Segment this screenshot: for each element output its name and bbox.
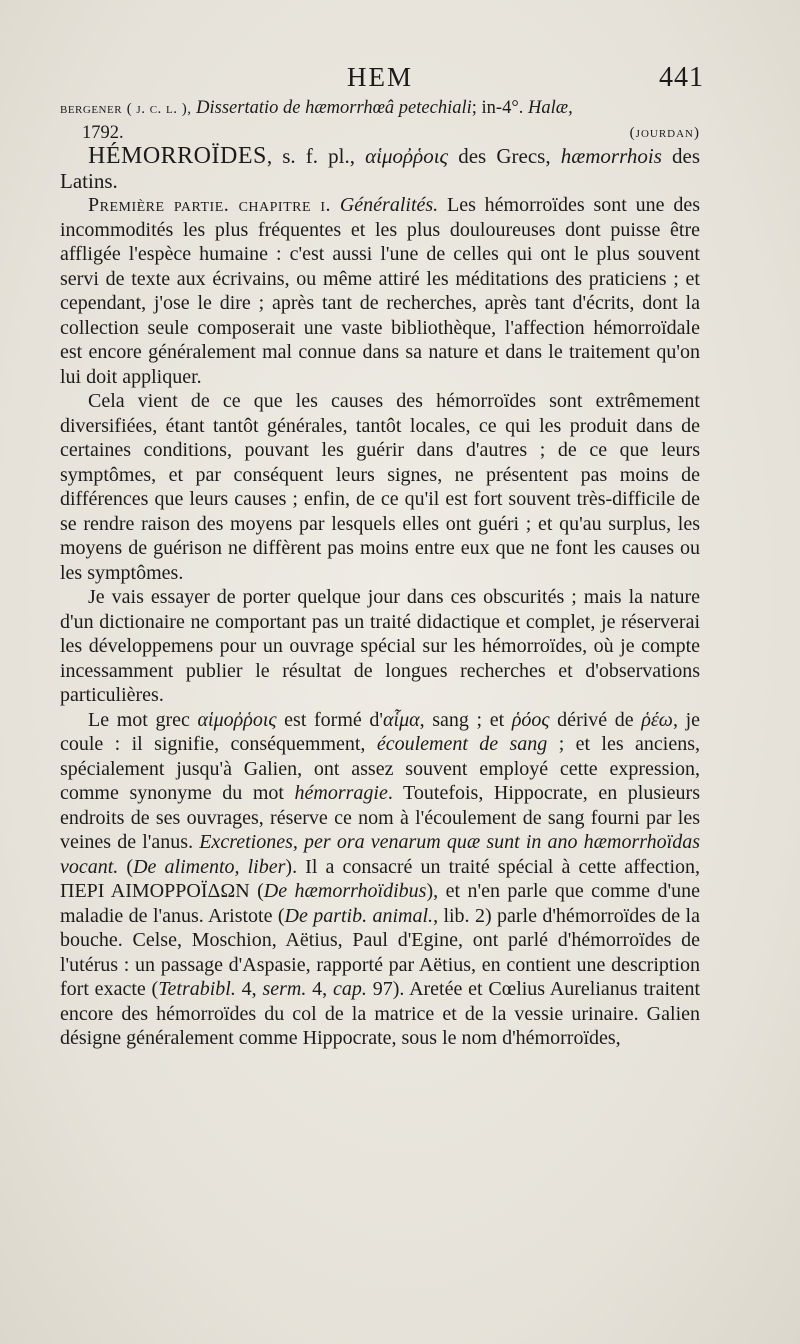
p4-text: ; et les anciens, spécialement jusqu'à Galien, ont assez souvent employé cette expression, comme synonyme du mot xyxy=(60,733,700,804)
headword: HÉMORROÏDES xyxy=(88,143,267,169)
p4-italic: De hæmorrhoïdibus xyxy=(263,880,427,902)
bib-format: ; in-4°. xyxy=(471,98,524,118)
bibliography-entry xyxy=(60,96,700,145)
p4-text: Le mot grec xyxy=(88,708,198,731)
section-title: Généralités. xyxy=(339,194,439,216)
p4-text: 4, xyxy=(306,978,333,1000)
article-body xyxy=(60,144,700,1051)
after-greek: des Grecs, xyxy=(448,144,561,168)
p4-italic: serm. xyxy=(262,978,307,1000)
paragraph-4 xyxy=(60,708,700,1051)
p4-text: , je coule : il signifie, conséquemment, xyxy=(60,708,701,755)
headword-grammar: , s. f. pl., xyxy=(266,144,366,168)
bib-signature: (jourdan) xyxy=(629,125,700,141)
running-head: HEM xyxy=(347,62,413,92)
paragraph-1 xyxy=(60,193,700,389)
bib-author: bergener xyxy=(60,101,123,117)
bib-title: Dissertatio de hæmorrhœâ petechiali xyxy=(196,98,472,118)
paragraph-3: Je vais essayer de porter quelque jour dans ces obscurités ; mais la nature d'un dictionaire ne comportant pas un traité didactique et complet, je réserverai les développemens pour un ouvrage spécial sur les hémorroïdes, où je compte incessamment publier le résultat de longues recherches et d'observations particulières. xyxy=(60,586,700,706)
greek-term: αἱμοῤῥοις xyxy=(365,144,449,168)
paragraph-2: Cela vient de ce que les causes des hémorroïdes sont extrêmement diversifiées, étant tantôt générales, tantôt locales, ce qui les produit dans de certaines conditions, pouvant les guérir dans d'autres ; de ce que leurs symptômes, et par conséquent leurs signes, ne présentent pas moins de différences que leurs causes ; enfin, de ce qu'il est fort souvent très-difficile de se rendre raison des moyens par lesquels elles ont guéri ; et qu'au surplus, les moyens de guérison ne diffèrent pas moins entre eux que ne font les causes ou les symptômes. xyxy=(60,390,700,584)
p4-italic: Excretiones, per ora venarum quæ sunt in ano hæmorrhoïdas vocant. xyxy=(60,831,700,878)
p4-italic: hémorragie xyxy=(294,782,388,804)
bibliography-line-2 xyxy=(60,121,700,145)
page-number: 441 xyxy=(659,62,704,93)
bibliography-line-1 xyxy=(60,96,700,121)
p4-text: dérivé de xyxy=(549,708,642,731)
p4-text: est formé d' xyxy=(276,708,384,731)
p4-greek: αἷμα xyxy=(383,708,420,731)
bib-year: 1792. xyxy=(82,123,124,143)
p4-italic: De alimento, liber xyxy=(133,855,286,878)
p4-italic: cap. xyxy=(333,978,367,1000)
p4-text: 4, xyxy=(235,978,263,1000)
p4-text: , lib. 2) parle d'hémorroïdes de la bouche. Celse, Moschion, Aëtius, Paul d'Egine, ont parlé d'hémorroïdes de l'utérus : un passage d'Aspasie, rapporté par Aëtius, en contient une description fort exacte ( xyxy=(60,904,700,1000)
p4-text: ). Il a consacré un traité spécial à cette affection, ΠΕΡΙ ΑΙΜΟΡΡΟΪΔΩΝ ( xyxy=(60,855,701,902)
p4-greek: ῥόος xyxy=(511,708,550,731)
p4-text: ), et n'en parle que comme d'une maladie de l'anus. Aristote ( xyxy=(60,880,700,927)
part-heading: Première partie. chapitre i. xyxy=(88,194,332,216)
p4-italic: écoulement de sang xyxy=(376,733,548,755)
p4-text: ( xyxy=(118,855,134,878)
p4-greek: ῥέω xyxy=(641,708,673,731)
bib-author-initials: ( j. c. l. ), xyxy=(126,101,192,117)
p4-text: 97). Aretée et Cœlius Aurelianus traitent encore des hémorroïdes du col de la matrice et de la vessie urinaire. Galien désigne généralement comme Hippocrate, sous le nom d'hémorroïdes, xyxy=(60,978,701,1049)
latin-term: hæmorrhois xyxy=(560,144,662,168)
p4-text: . Toutefois, Hippocrate, en plusieurs endroits de ses ouvrages, réserve ce nom à l'écoulement de sang fourni par les veines de l'anus. xyxy=(60,782,700,853)
page-header xyxy=(60,62,704,98)
p4-italic: De partib. animal. xyxy=(284,904,434,927)
p4-text: , sang ; et xyxy=(419,708,512,731)
p4-greek: αἱμοῤῥοις xyxy=(197,708,277,731)
article-headline xyxy=(60,144,700,193)
p4-italic: Tetrabibl. xyxy=(158,978,236,1000)
bib-place: Halæ, xyxy=(527,98,573,118)
after-latin: des Latins. xyxy=(60,144,701,193)
paragraph-1-text: Les hémorroïdes sont une des incommodités les plus fréquentes et les plus douloureuses dont puisse être affligée l'espèce humaine : c'est aussi l'une de celles qui ont le plus souvent servi de texte aux écrivains, ou même attiré les méditations des praticiens ; et cependant, j'ose le dire ; après tant de recherches, après tant d'écrits, dont la collection seule composerait une vaste bibliothèque, l'affection hémorroïdale est encore généralement mal connue dans sa nature et dans le traitement qu'on lui doit appliquer. xyxy=(60,194,700,388)
